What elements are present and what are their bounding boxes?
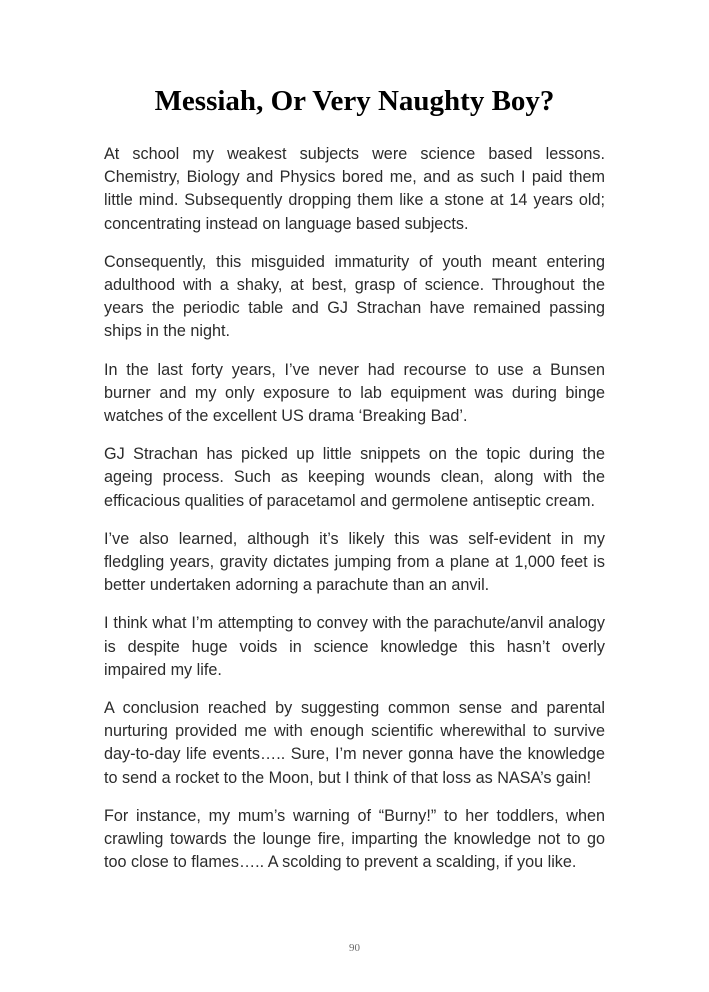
chapter-title: Messiah, Or Very Naughty Boy? (154, 85, 555, 117)
paragraph: I’ve also learned, although it’s likely this was self-evident in my fledgling years, gravity dictates jumping from a plane at 1,000 feet is better undertaken adorning a parachute than an anvil. (104, 529, 605, 595)
body-text (104, 143, 605, 889)
paragraph: In the last forty years, I’ve never had recourse to use a Bunsen burner and my only exposure to lab equipment was during binge watches of the excellent US drama ‘Breaking Bad’. (104, 360, 605, 426)
paragraph: GJ Strachan has picked up little snippets on the topic during the ageing process. Such as keeping wounds clean, along with the efficacious qualities of paracetamol and germolene antiseptic cream. (104, 445, 605, 510)
paragraph: I think what I’m attempting to convey with the parachute/anvil analogy is despite huge voids in science knowledge this hasn’t overly impaired my life. (104, 614, 605, 679)
page-number: 90 (349, 942, 360, 954)
paragraph: At school my weakest subjects were science based lessons. Chemistry, Biology and Physics bored me, and as such I paid them little mind. Subsequently dropping them like a stone at 14 years old; concentrating instead on language based subjects. (104, 145, 605, 233)
paragraph: A conclusion reached by suggesting common sense and parental nurturing provided me with enough scientific wherewithal to survive day-to-day life events….. Sure, I’m never gonna have the knowledge to send a rocket to the Moon, but I think of that loss as NASA’s gain! (104, 699, 605, 787)
paragraph: For instance, my mum’s warning of “Burny!” to her toddlers, when crawling towards the lounge fire, imparting the knowledge not to go too close to flames….. A scolding to prevent a scalding, if you like. (104, 806, 605, 872)
paragraph: Consequently, this misguided immaturity of youth meant entering adulthood with a shaky, at best, grasp of science. Throughout the years the periodic table and GJ Strachan have remained passing ships in the night. (104, 252, 605, 341)
